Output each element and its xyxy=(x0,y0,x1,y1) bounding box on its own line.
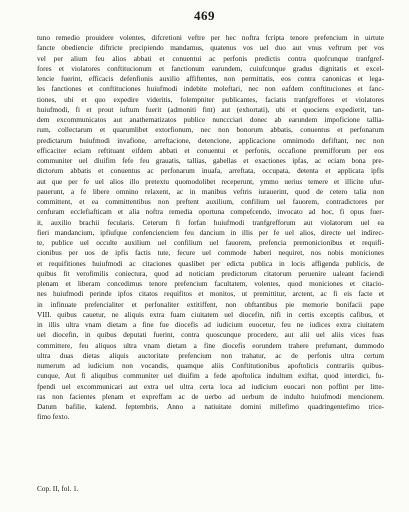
text-line: fpendi uel excommunicari aut extra uel ultra certa loca ad iudicium euocari non poffint per litte- xyxy=(37,381,384,391)
text-line: vel per alium feu alios abbati et conuentui ac perfonis predictis contra quofcunque tranfgref- xyxy=(37,53,384,63)
text-line: Datum bafilie, kalend. feptembris, Anno a natiuitate domini millefimo quadringentefimo trice- xyxy=(37,402,384,411)
page-number: 469 xyxy=(194,8,215,23)
text-line: cionibus per uos de ipfis factis tute, fecure uel commode haberi nequiret, nos nobis moniciones xyxy=(37,248,384,258)
text-line: pauerunt, a fe libere omnino relaxent, ac in manibus veftris iurauerint, quod de cetero talia non xyxy=(37,186,384,196)
text-line: ultra duas dietas aliquis auctoritate prefencium non trahatur, ac de perfonis ultra certum xyxy=(37,350,384,360)
source-citation: Cop. II, fol. 1. xyxy=(37,484,79,493)
text-line: ras non facientes plenam et expreffam ac de uerbo ad uerbum de indulto huiufmodi mencionem. xyxy=(37,391,384,401)
body-text xyxy=(37,33,384,423)
text-line: committent, et ea committentibus non preftent auxilium, confilium uel fauorem, contradictores per xyxy=(37,197,384,206)
text-line: VIII. quibus cauetur, ne aliquis extra fuam ciuitatem uel diocefin, nifi in certis exceptis cafibus, et xyxy=(37,309,384,319)
text-line: communiter uel diuifim fefe feu grauatis, tallias, gabellas et exactiones ipfas, ac eciam bona pre- xyxy=(37,156,384,165)
text-line: dictorum abbatis et conuentus ac perfonarum inuafa, arreftata, occupata, detenta et applicata ipfis xyxy=(37,166,384,176)
text-line: quibus fit verofimilis coniectura, quod ad noticiam predictorum citatorum peruenire ualeant faciendi xyxy=(37,268,384,278)
text-line: fores et violatores conftitucionum et fanctionum earundem, cuiufcunque gradus dignitatis et excel- xyxy=(37,63,384,73)
text-line: rum, collectarum et quarumlibet extorfionum, nec non bonorum abbatis, conuentus et perfonarum xyxy=(37,125,384,135)
text-line: plenam et liberam concedimus tenore prefencium facultatem, volentes, quod moniciones et citacio- xyxy=(37,279,384,288)
text-line: fimo fexto. xyxy=(37,412,70,422)
text-line: huiufmodi, fi et prout iuftum fuerit (admoniti fint) aut (exhortati), ubi et quociens expedierit, tan- xyxy=(37,104,384,114)
text-line: in infinuate prefencialiter et perfonaliter extitiffent, non obftantibus pie memorie bonifacii pape xyxy=(37,299,384,309)
text-line: numerum ad iudicium non vocandis, quamque aliis Conftitutionibus apoftolicis contrariis quibus- xyxy=(37,361,384,370)
text-line: cunque, Aut fi aliquibus communiter uel diuifim a fede apoftolica indultum exiftat, quod interdici, fu- xyxy=(37,371,384,381)
text-line: nes huiufmodi perinde ipfos citatos requifitos et monitos, ut premittitur, arctent, ac fi eis facte et xyxy=(37,289,384,299)
text-line: it, auxilio brachii fecularis. Ceterum fi forfan huiufmodi tranfgrefforum aut violatorum uel ea xyxy=(37,217,384,227)
text-line: et requifitiones huiufmodi ac citaciones quaslibet per edicta publica in locis affigenda publicis, de xyxy=(37,258,384,268)
text-line: efficaciter eciam reftituant eifdem abbati et conuentui et perfonis, occafione premifforum per eos xyxy=(37,145,384,155)
text-line: committere, feu aliquos ultra vnam dietam a fine diocefis eorundem trahere prefumant, dummodo xyxy=(37,340,384,350)
text-line: fieri mandancium, ipfiufque confencienciem feu dancium in illis per fe uel alios, directe uel indirec- xyxy=(37,227,384,237)
text-line: tiones, ubi et quo expedire videritis, folempniter publicantes, faciatis tranfgreffores et violatores xyxy=(37,94,384,104)
text-line: te, publice uel occulte auxilium uel confilium uel fauorem, prefencia premonicionibus et requifi- xyxy=(37,238,384,247)
text-line: aut que per fe uel alios illo pretextu quomodolibet receperunt, ymmo uerius temere et illicite ufur- xyxy=(37,176,384,186)
text-line: fancte obediencie diftricte precipiendo mandamus, quatenus vos uel duo aut vnus veftrum per vos xyxy=(37,43,384,53)
text-line: tuno remedio prouidere volentes, difcretioni veftre per hec noftra fcripta tenore prefencium in uirtute xyxy=(37,33,384,42)
text-line: uel diocefin, in quibus deputati fuerint, contra quoscunque procedere, aut alii uel aliis vices fuas xyxy=(37,330,384,340)
text-line: les fanctiones et conftituciones huiufmodi indebite moleftari, nec non eafdem conftituciones et fanc- xyxy=(37,84,384,94)
text-line: predictarum huiufmodi invafione, arreftacione, detencione, applicacione omnimodo defiftant, nec non xyxy=(37,135,384,145)
text-line: cenfuram ecclefiafticam et alia noftra remedia oportuna compefcendo, invocato ad hoc, fi opus fuer- xyxy=(37,207,384,217)
text-line: in illis ultra vnam dietam a fine fue diocefis ad iudicium euocetur, feu ne iudices extra ciuitatem xyxy=(37,320,384,329)
text-line: lencie fuerint, efficacis defenfionis auxilio affiftentes, non permittatis, eos contra canonicas et lega- xyxy=(37,74,384,83)
text-line: dem excommunicatos aut anathematizatos publice nunccciari donec ab earundem impoficione tallia- xyxy=(37,115,384,124)
